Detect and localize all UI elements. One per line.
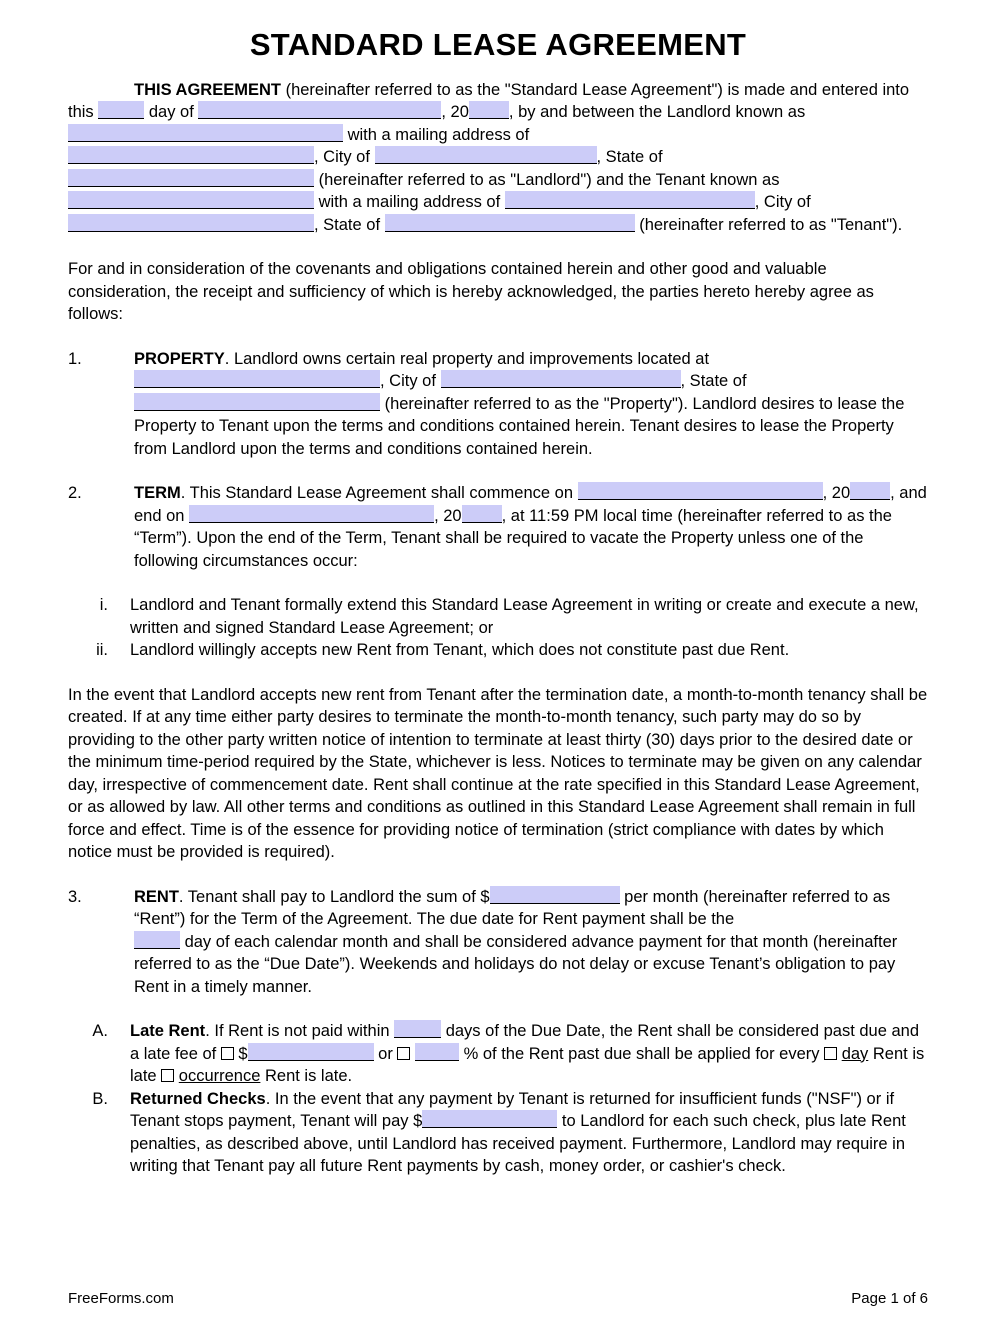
intro-t1: (hereinafter referred to as the "Standard Lease Agreement") is made and entered into this <box>68 80 910 121</box>
fill-term-start-date[interactable] <box>578 482 823 500</box>
section-rent-t1: . Tenant shall pay to Landlord the sum of $ <box>178 887 490 906</box>
section-property-t3: , State of <box>680 372 747 390</box>
section-property-t1: . Landlord owns certain real property and improvements located at <box>224 349 710 368</box>
section-rent-number: 3. <box>68 887 82 906</box>
fill-month[interactable] <box>198 101 441 119</box>
late-rent-t6: % of the Rent past due shall be applied for every <box>459 1044 825 1063</box>
late-rent-heading: Late Rent <box>130 1022 206 1040</box>
section-property-t2: , City of <box>380 372 441 390</box>
alpha-body <box>130 1088 928 1178</box>
fill-late-fee-amount[interactable] <box>248 1043 374 1061</box>
alpha-body <box>130 1020 928 1088</box>
roman-label: i. <box>99 596 108 614</box>
roman-text: Landlord and Tenant formally extend this Standard Lease Agreement in writing or create and execute a new, written and signed Standard Lease Agreement; or <box>130 596 919 637</box>
returned-checks-t1: . In the event that any payment by Tenant is returned for insufficient funds ("NSF") or if Tenant stops payment, Tenant will pay $ <box>130 1089 895 1130</box>
late-rent-t3: $ <box>233 1044 248 1063</box>
fill-year[interactable] <box>469 101 509 119</box>
fill-landlord-state[interactable] <box>68 169 314 187</box>
fill-term-end-date[interactable] <box>189 505 434 523</box>
intro-t8: (hereinafter referred to as "Landlord") and the Tenant known as <box>314 170 780 189</box>
section-term-number: 2. <box>68 484 82 502</box>
intro-t2: day of <box>144 103 199 121</box>
list-item-returned-checks <box>68 1088 928 1178</box>
fill-day[interactable] <box>98 101 144 119</box>
section-rent-t2: per month (hereinafter referred to as “Rent”) for the Term of the Agreement. The due date for Rent payment shall be the <box>134 887 891 928</box>
intro-paragraph <box>68 79 928 237</box>
alpha-label: B. <box>92 1089 108 1108</box>
consideration-paragraph: For and in consideration of the covenants and obligations contained herein and other good and valuable consideration, the receipt and sufficiency of which is hereby acknowledged, the parties hereto hereby agree as follows: <box>68 260 874 323</box>
fill-nsf-fee[interactable] <box>422 1110 557 1128</box>
section-term-body <box>134 482 928 572</box>
section-rent-heading: RENT <box>134 887 179 906</box>
section-property-heading: PROPERTY <box>134 349 225 368</box>
late-rent-word-occurrence: occurrence <box>178 1067 261 1085</box>
roman-text: Landlord willingly accepts new Rent from Tenant, which does not constitute past due Rent. <box>130 641 790 659</box>
fill-landlord-address[interactable] <box>68 146 314 164</box>
roman-label: ii. <box>96 641 108 659</box>
checkbox-late-fee-percent[interactable] <box>397 1047 410 1060</box>
late-rent-t1: . If Rent is not paid within <box>205 1022 395 1040</box>
returned-checks-heading: Returned Checks <box>130 1089 266 1108</box>
list-item <box>68 639 928 662</box>
fill-property-city[interactable] <box>441 370 681 388</box>
footer-site-label: FreeForms.com <box>68 1289 174 1307</box>
checkbox-every-day[interactable] <box>824 1047 837 1060</box>
fill-tenant-address[interactable] <box>505 191 755 209</box>
section-term-t4: , 20 <box>434 506 462 525</box>
late-rent-t10: Rent is late. <box>260 1067 353 1085</box>
fill-property-address[interactable] <box>134 370 380 388</box>
alpha-label: A. <box>92 1022 108 1040</box>
checkbox-late-fee-amount[interactable] <box>221 1047 234 1060</box>
returned-checks-t2: to Landlord for each such check, plus late Rent penalties, as described above, until Landlord has received payment. Furthermore, Landlord may require in writing that Tenant pay all future Rent payments by cash, money order, or cashier's check. <box>130 1112 906 1175</box>
footer-page-number: Page 1 of 6 <box>851 1289 928 1307</box>
intro-lead: THIS AGREEMENT <box>134 80 281 99</box>
section-property-body <box>134 348 928 461</box>
fill-tenant-city[interactable] <box>68 214 314 232</box>
checkbox-every-occurrence[interactable] <box>161 1069 174 1082</box>
section-term <box>68 482 928 572</box>
intro-t6: , City of <box>314 148 375 166</box>
section-rent-body <box>134 886 928 999</box>
fill-landlord-city[interactable] <box>375 146 597 164</box>
page-footer <box>68 1288 928 1311</box>
intro-t3: , 20 <box>441 103 469 121</box>
intro-t4: , by and between the Landlord known as <box>508 103 806 121</box>
list-item-late-rent <box>68 1020 928 1088</box>
late-rent-t2: days of the Due Date, the Rent shall be considered past due and a late fee of <box>130 1022 920 1063</box>
section-term-t2: , 20 <box>822 484 851 502</box>
section-term-t5: , at 11:59 PM local time (hereinafter referred to as the “Term”). Upon the end of the Term, Tenant shall be required to vacate the Property unless one of the following circumstances occur: <box>134 506 892 570</box>
late-rent-t4: or <box>373 1044 398 1063</box>
section-rent <box>68 886 928 999</box>
fill-tenant-name[interactable] <box>68 191 314 209</box>
section-term-heading: TERM <box>134 484 181 502</box>
fill-term-end-year[interactable] <box>462 505 502 523</box>
section-term-t1: . This Standard Lease Agreement shall commence on <box>180 484 578 502</box>
month-to-month-paragraph: In the event that Landlord accepts new rent from Tenant after the termination date, a month-to-month tenancy shall be created. If at any time either party desires to terminate the month-to-month tenancy, such party may do so by providing to the other party written notice of intention to terminate at least thirty (30) days prior to the desired date or the minimum time-period required by the State, whichever is less. Notices to terminate may be given on any calendar day, irrespective of commencement date. Rent shall continue at the rate specified in this Standard Lease Agreement, or as allowed by law. All other terms and conditions as outlined in this Standard Lease Agreement shall remain in full force and effect. Time is of the essence for providing notice of termination (strict compliance with dates by which notice must be provided is required). <box>68 685 928 861</box>
intro-t10: , City of <box>754 193 811 211</box>
list-item <box>68 594 928 639</box>
intro-t9: with a mailing address of <box>314 193 505 211</box>
intro-t7: , State of <box>596 148 663 166</box>
late-rent-t8: Rent is late <box>130 1044 925 1085</box>
fill-property-state[interactable] <box>134 393 380 411</box>
page-title: STANDARD LEASE AGREEMENT <box>249 27 747 62</box>
section-term-t3: , and end on <box>134 484 927 525</box>
fill-landlord-name[interactable] <box>68 124 343 142</box>
fill-late-fee-percent[interactable] <box>415 1043 459 1061</box>
section-rent-t3: day of each calendar month and shall be considered advance payment for that month (hereinafter referred to as the “Due Date”). Weekends and holidays do not delay or excuse Tenant’s obligation to pay Rent in a timely manner. <box>134 932 898 996</box>
intro-t11: , State of <box>314 215 385 234</box>
section-property-number: 1. <box>68 349 82 368</box>
fill-rent-due-day[interactable] <box>134 931 180 949</box>
intro-t5: with a mailing address of <box>343 125 530 144</box>
fill-tenant-state[interactable] <box>385 214 635 232</box>
fill-late-days[interactable] <box>394 1020 441 1038</box>
term-exceptions-list <box>68 594 928 662</box>
section-property <box>68 348 928 461</box>
intro-t12: (hereinafter referred to as "Tenant"). <box>634 215 903 234</box>
section-property-t4: (hereinafter referred to as the "Property"). Landlord desires to lease the Property to Tenant upon the terms and conditions contained herein. Tenant desires to lease the Property from Landlord upon the terms and conditions contained herein. <box>134 394 905 458</box>
fill-rent-amount[interactable] <box>490 886 620 904</box>
fill-term-start-year[interactable] <box>850 482 890 500</box>
late-rent-word-day: day <box>841 1044 869 1063</box>
